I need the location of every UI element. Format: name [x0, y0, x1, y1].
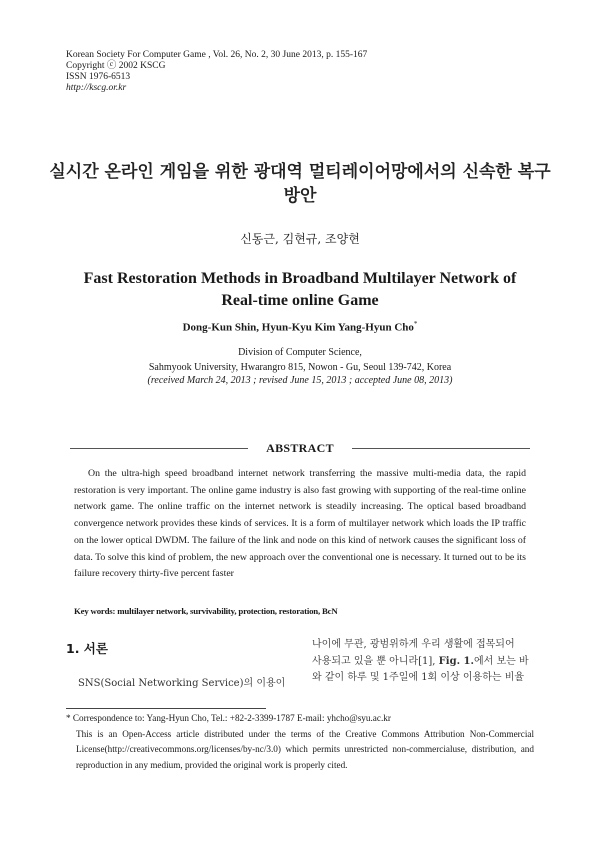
body-right-line-2a: 사용되고 있을 뿐 아니라[1], — [312, 655, 439, 667]
author-names: Dong-Kun Shin, Hyun-Kyu Kim Yang-Hyun Cho — [182, 321, 414, 334]
english-title-line-2: Real-time online Game — [221, 292, 379, 309]
korean-title-line-2: 방안 — [283, 186, 317, 206]
korean-title — [40, 160, 560, 208]
body-right-line-2b: 에서 보는 바 — [473, 655, 529, 667]
keywords: Key words: multilayer network, survivability, protection, restoration, BcN — [74, 606, 338, 616]
affiliation-line-2: Sahmyook University, Hwarangro 815, Nowon - Gu, Seoul 139-742, Korea — [148, 362, 452, 373]
journal-url[interactable]: http://kscg.or.kr — [66, 83, 127, 93]
body-right-column — [312, 637, 534, 687]
english-authors — [0, 320, 600, 334]
affiliation-line-1: Division of Computer Science, — [238, 347, 362, 358]
submission-dates: (received March 24, 2013 ; revised June 15, 2013 ; accepted June 08, 2013) — [147, 375, 453, 386]
body-right-line-1: 나이에 무관, 광범위하게 우리 생활에 접목되어 — [312, 639, 515, 650]
abstract-body — [74, 466, 526, 583]
issn: ISSN 1976-6513 — [66, 72, 131, 82]
abstract-rule-right — [352, 448, 530, 449]
footnote — [66, 711, 534, 773]
body-left-column: SNS(Social Networking Service)의 이용이 — [78, 678, 286, 689]
corresponding-mark: * — [413, 320, 418, 328]
korean-authors: 신동근, 김현규, 조양현 — [240, 232, 360, 246]
figure-reference[interactable]: Fig. 1. — [438, 655, 474, 667]
section-heading: 1. 서론 — [66, 641, 108, 656]
korean-title-line-1: 실시간 온라인 게임을 위한 광대역 멀티레이어망에서의 신속한 복구 — [49, 162, 551, 182]
body-right-line-3: 와 같이 하루 및 1주일에 1회 이상 이용하는 비율 — [312, 672, 525, 683]
abstract-heading: ABSTRACT — [266, 441, 334, 455]
english-title-line-1: Fast Restoration Methods in Broadband Multilayer Network of — [83, 270, 517, 287]
abstract-text: On the ultra-high speed broadband internet network transferring the massive multi-media data, the rapid restoration is very important. The online game industry is also fast growing with supporting of the real-time online network game. The online traffic on the internet network is steadily increasing. The optical based broadband convergence network provides these kinds of services. It is a form of multilayer network which loads the IP traffic on the lower optical DWDM. The failure of the link and node on this kind of network causes the significant loss of data. To solve this kind of problem, the new approach over the conventional one is necessary. It turned out to be its failure recovery thirty-five percent faster — [74, 468, 526, 580]
english-title — [40, 268, 560, 312]
journal-info: Korean Society For Computer Game , Vol. 26, No. 2, 30 June 2013, p. 155-167 — [66, 50, 368, 60]
abstract-rule-left — [70, 448, 248, 449]
body-right-line-2 — [312, 654, 534, 671]
footnote-rule — [66, 708, 266, 709]
copyright: Copyright ⓒ 2002 KSCG — [66, 61, 166, 71]
correspondence: * Correspondence to: Yang-Hyun Cho, Tel.: +82-2-3399-1787 E-mail: yhcho@syu.ac.kr — [66, 713, 391, 723]
license-text: This is an Open-Access article distributed under the terms of the Creative Commons Attribution Non-Commercial License(http://creativecommons.org/licenses/by-nc/3.0) which permits unrestricted non-commercialuse, distribution, and reproduction in any medium, provided the original work is properly cited. — [76, 728, 534, 770]
